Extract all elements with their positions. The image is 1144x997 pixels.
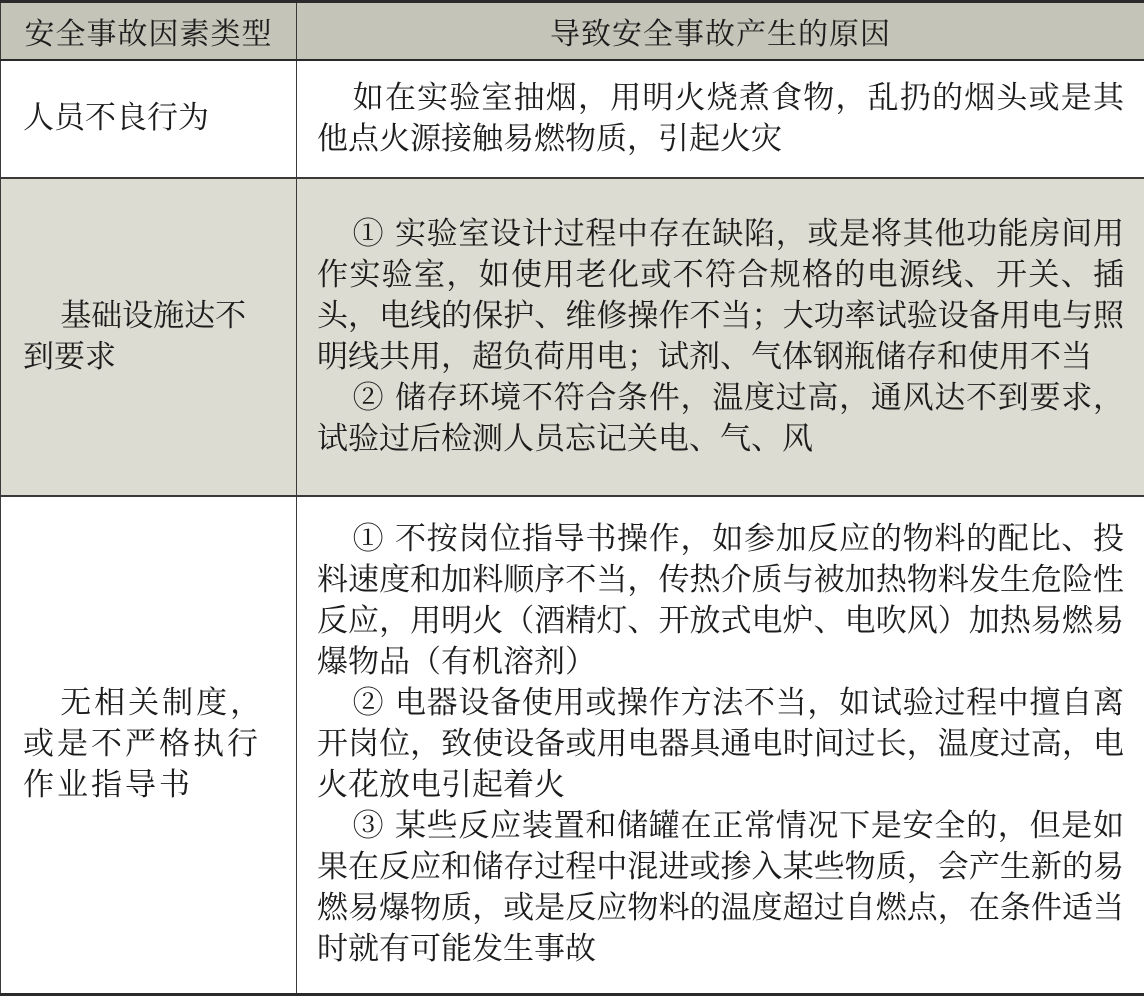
factor-type-cell: 无相关制度，或是不严格执行作业指导书 [1,496,297,995]
factor-type-cell: 人员不良行为 [1,60,297,178]
cause-paragraph: ③ 某些反应装置和储罐在正常情况下是安全的，但是如果在反应和储存过程中混进或掺入某些物质，会产生新的易燃易爆物质，或是反应物料的温度超过自燃点，在条件适当时就有可能发生事故 [317,808,1124,968]
cause-paragraph: 如在实验室抽烟，用明火烧煮食物，乱扔的烟头或是其他点火源接触易燃物质，引起火灾 [317,79,1124,157]
cause-paragraph: ① 不按岗位指导书操作，如参加反应的物料的配比、投料速度和加料顺序不当，传热介质与被加热物料发生危险性反应，用明火（酒精灯、开放式电炉、电吹风）加热易燃易爆物品（有机溶剂） [317,521,1124,681]
table-row [1,496,1144,995]
header-factor-type: 安全事故因素类型 [1,2,297,60]
table-row [1,60,1144,178]
cause-cell [297,178,1144,496]
cause-cell [297,496,1144,995]
cause-paragraph: ② 电器设备使用或操作方法不当，如试验过程中擅自离开岗位，致使设备或用电器具通电时间过长，温度过高，电火花放电引起着火 [317,685,1124,804]
factor-type-cell: 基础设施达不到要求 [1,178,297,496]
table-row [1,178,1144,496]
table-header-row [1,2,1144,60]
cause-paragraph: ② 储存环境不符合条件，温度过高，通风达不到要求，试验过后检测人员忘记关电、气、风 [317,379,1124,457]
header-cause: 导致安全事故产生的原因 [297,2,1144,60]
cause-cell [297,60,1144,178]
cause-paragraph: ① 实验室设计过程中存在缺陷，或是将其他功能房间用作实验室，如使用老化或不符合规格的电源线、开关、插头，电线的保护、维修操作不当；大功率试验设备用电与照明线共用，超负荷用电；试剂、气体钢瓶储存和使用不当 [317,215,1124,375]
